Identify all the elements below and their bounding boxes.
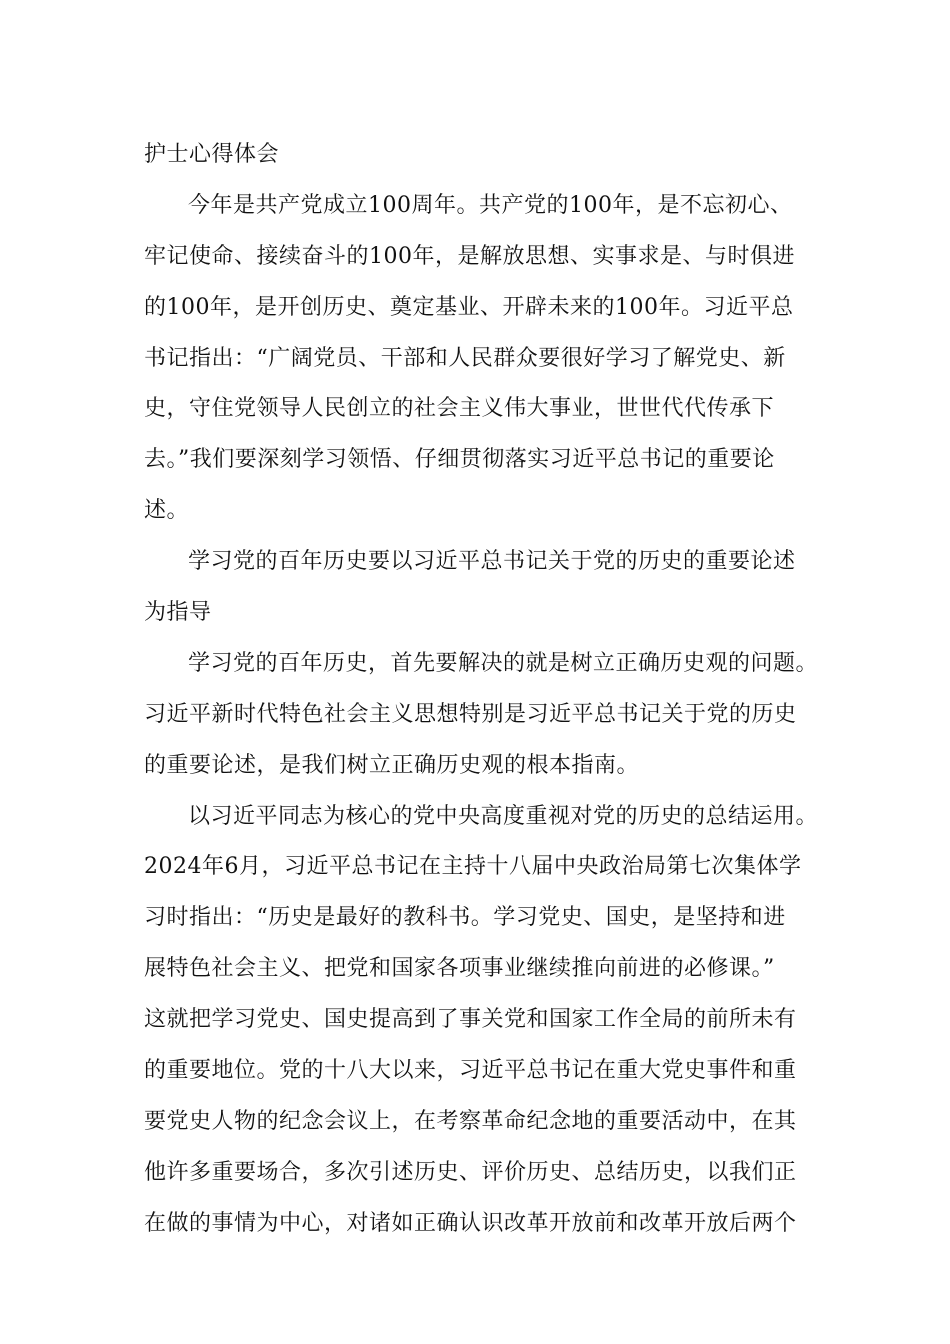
paragraph-4-line-5: 这就把学习党史、国史提高到了事关党和国家工作全局的前所未有 [144, 1007, 797, 1033]
paragraph-1-line-1: 今年是共产党成立100周年。共产党的100年，是不忘初心、 [188, 192, 793, 218]
paragraph-4-line-6: 的重要地位。党的十八大以来，习近平总书记在重大党史事件和重 [144, 1058, 797, 1084]
paragraph-4-line-3: 习时指出：“历史是最好的教科书。学习党史、国史，是坚持和进 [144, 905, 786, 931]
document-title: 护士心得体会 [144, 142, 280, 167]
paragraph-2-line-2: 为指导 [144, 600, 212, 626]
paragraph-3-line-1: 学习党的百年历史，首先要解决的就是树立正确历史观的问题。 [188, 650, 819, 676]
paragraph-4-line-8: 他许多重要场合，多次引述历史、评价历史、总结历史，以我们正 [144, 1159, 797, 1185]
paragraph-1-line-3: 的100年，是开创历史、奠定基业、开辟未来的100年。习近平总 [144, 294, 794, 320]
paragraph-1-line-7: 述。 [144, 498, 190, 524]
paragraph-4-line-4: 展特色社会主义、把党和国家各项事业继续推向前进的必修课。” [144, 956, 775, 982]
paragraph-4-line-7: 要党史人物的纪念会议上，在考察革命纪念地的重要活动中，在其 [144, 1108, 797, 1134]
paragraph-2-line-1: 学习党的百年历史要以习近平总书记关于党的历史的重要论述 [188, 549, 796, 575]
paragraph-4-line-1: 以习近平同志为核心的党中央高度重视对党的历史的总结运用。 [188, 803, 819, 829]
paragraph-1-line-6: 去。”我们要深刻学习领悟、仔细贯彻落实习近平总书记的重要论 [144, 447, 775, 473]
paragraph-1-line-5: 史，守住党领导人民创立的社会主义伟大事业，世世代代传承下 [144, 396, 775, 422]
paragraph-4-line-2: 2024年6月，习近平总书记在主持十八届中央政治局第七次集体学 [144, 854, 802, 880]
paragraph-3-line-3: 的重要论述，是我们树立正确历史观的根本指南。 [144, 752, 640, 778]
document-body [144, 130, 834, 1250]
paragraph-1-line-2: 牢记使命、接续奋斗的100年，是解放思想、实事求是、与时俱进 [144, 243, 795, 269]
paragraph-3-line-2: 习近平新时代特色社会主义思想特别是习近平总书记关于党的历史 [144, 701, 797, 727]
paragraph-1-line-4: 书记指出：“广阔党员、干部和人民群众要很好学习了解党史、新 [144, 345, 786, 371]
paragraph-4-line-9: 在做的事情为中心，对诸如正确认识改革开放前和改革开放后两个 [144, 1210, 797, 1236]
